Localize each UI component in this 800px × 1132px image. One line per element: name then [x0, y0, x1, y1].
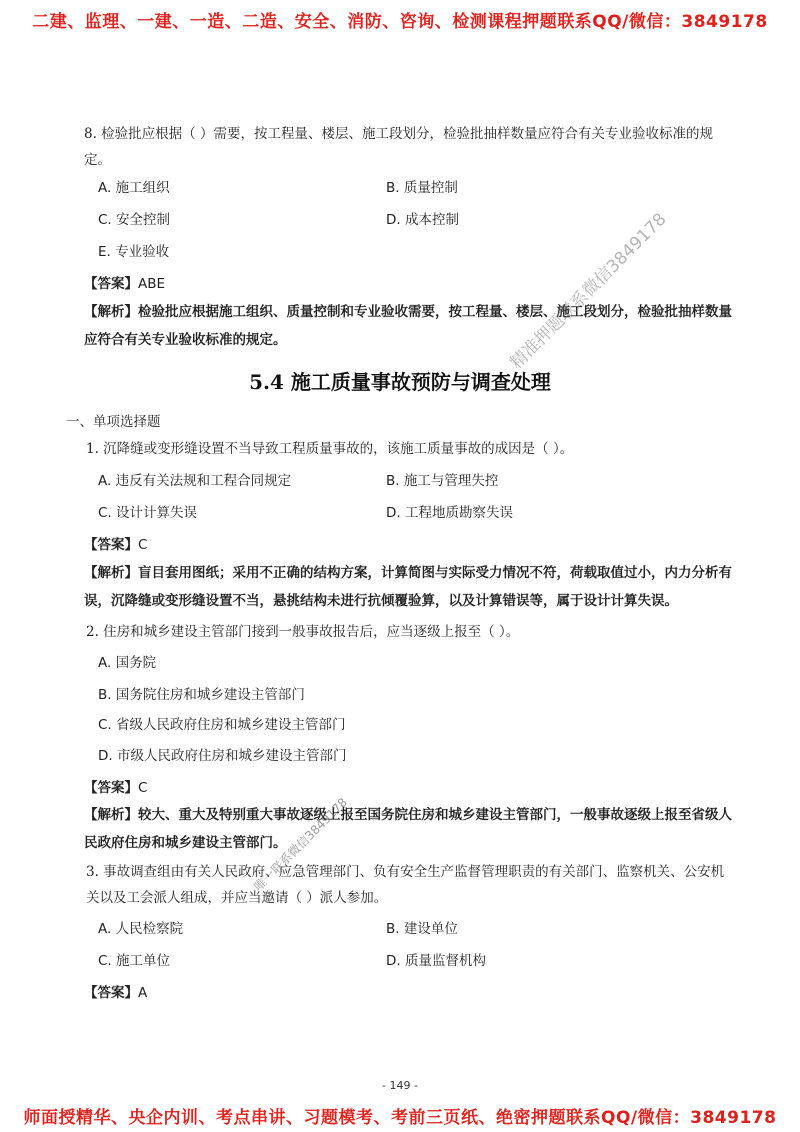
q8-answer-value: ABE — [138, 276, 166, 292]
q3-option-b: B. 建设单位 — [386, 921, 458, 937]
watermark-diagonal: 精准押题联系微信3849178 — [506, 209, 671, 374]
q1-answer-label: 【答案】 — [84, 537, 138, 553]
q1-option-a: A. 违反有关法规和工程合同规定 — [98, 473, 292, 489]
q8-option-c: C. 安全控制 — [98, 212, 171, 228]
q1-explanation — [84, 559, 732, 615]
q8-answer-label: 【答案】 — [84, 276, 138, 292]
q3-option-a: A. 人民检察院 — [98, 921, 184, 937]
q8-explanation — [84, 298, 732, 354]
top-banner: 二建、监理、一建、一造、二造、安全、消防、咨询、检测课程押题联系QQ/微信：3849178 — [32, 12, 768, 32]
q2-answer-label: 【答案】 — [84, 780, 138, 796]
q1-answer — [84, 533, 147, 553]
q2-option-b: B. 国务院住房和城乡建设主管部门 — [98, 687, 305, 703]
question-3-text: 3. 事故调查组由有关人民政府、应急管理部门、负有安全生产监督管理职责的有关部门、监察机关、公安机关以及工会派人组成，并应当邀请（ ）派人参加。 — [86, 864, 725, 906]
question-2-text: 2. 住房和城乡建设主管部门接到一般事故报告后，应当逐级上报至（ ）。 — [86, 624, 520, 640]
q2-answer — [84, 776, 147, 796]
q3-option-d: D. 质量监督机构 — [386, 953, 486, 969]
q1-explanation-text: 盲目套用图纸；采用不正确的结构方案，计算简图与实际受力情况不符，荷载取值过小，内力分析有误，沉降缝或变形缝设置不当，悬挑结构未进行抗倾覆验算，以及计算错误等，属于设计计算失误。 — [84, 565, 732, 609]
q3-answer — [84, 981, 147, 1001]
watermark-center: 唯一联系微信3849178 — [251, 795, 351, 894]
q8-explanation-label: 【解析】 — [84, 304, 138, 320]
q1-explanation-label: 【解析】 — [84, 565, 138, 581]
q2-explanation — [84, 801, 732, 857]
question-8-text: 8. 检验批应根据（ ）需要，按工程量、楼层、施工段划分，检验批抽样数量应符合有关专业验收标准的规定。 — [84, 126, 713, 168]
q2-option-a: A. 国务院 — [98, 655, 157, 671]
q1-answer-value: C — [138, 537, 148, 553]
sub-heading: 一、单项选择题 — [66, 414, 161, 430]
q2-explanation-text: 较大、重大及特别重大事故逐级上报至国务院住房和城乡建设主管部门，一般事故逐级上报至省级人民政府住房和城乡建设主管部门。 — [84, 807, 732, 851]
q2-option-c: C. 省级人民政府住房和城乡建设主管部门 — [98, 717, 346, 733]
q8-option-d: D. 成本控制 — [386, 212, 459, 228]
section-title: 5.4 施工质量事故预防与调查处理 — [249, 370, 551, 394]
q8-option-b: B. 质量控制 — [386, 180, 458, 196]
q8-option-e: E. 专业验收 — [98, 244, 170, 260]
q3-answer-value: A — [138, 985, 148, 1001]
q8-explanation-text: 检验批应根据施工组织、质量控制和专业验收需要，按工程量、楼层、施工段划分，检验批抽样数量应符合有关专业验收标准的规定。 — [84, 304, 732, 348]
q1-option-c: C. 设计计算失误 — [98, 505, 198, 521]
q2-answer-value: C — [138, 780, 148, 796]
q3-option-c: C. 施工单位 — [98, 953, 171, 969]
page-number: - 149 - — [382, 1079, 418, 1092]
q8-answer — [84, 272, 165, 292]
bottom-banner: 师面授精华、央企内训、考点串讲、习题模考、考前三页纸、绝密押题联系QQ/微信：3849178 — [23, 1108, 777, 1128]
question-1-text: 1. 沉降缝或变形缝设置不当导致工程质量事故的，该施工质量事故的成因是（ ）。 — [86, 441, 574, 457]
q8-option-a: A. 施工组织 — [98, 180, 170, 196]
q3-answer-label: 【答案】 — [84, 985, 138, 1001]
q1-option-d: D. 工程地质勘察失误 — [386, 505, 513, 521]
q2-option-d: D. 市级人民政府住房和城乡建设主管部门 — [98, 748, 347, 764]
q1-option-b: B. 施工与管理失控 — [386, 473, 499, 489]
q2-explanation-label: 【解析】 — [84, 807, 138, 823]
